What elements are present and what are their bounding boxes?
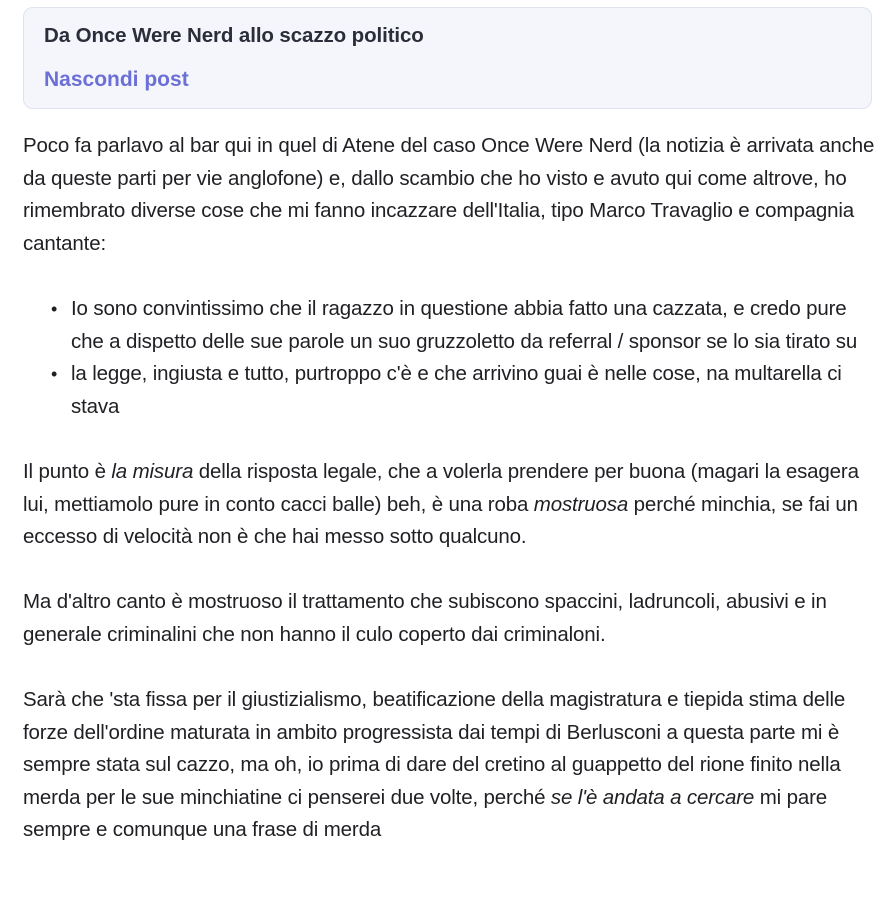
- p4-emphasis: se l'è andata a cercare: [550, 785, 755, 809]
- paragraph-3: Ma d'altro canto è mostruoso il trattamento che subiscono spaccini, ladruncoli, abusivi e in generale criminalini che non hanno il culo coperto dai criminaloni.: [23, 590, 827, 646]
- paragraph-4: [23, 684, 881, 847]
- p2-text-a: Il punto è: [23, 459, 112, 483]
- paragraph-1: Poco fa parlavo al bar qui in quel di Atene del caso Once Were Nerd (la notizia è arrivata anche da queste parti per vie anglofone) e, dallo scambio che ho visto e avuto qui come altrove, ho rimembrato diverse cose che mi fanno incazzare dell'Italia, tipo Marco Travaglio e compagnia cantante:: [23, 134, 875, 255]
- list-item: [51, 358, 881, 423]
- p2-text-c: della risposta legale, che a volerla prendere per buona (magari la esagera lui, mettiamolo pure in conto cacci balle) beh, è una roba: [23, 459, 859, 516]
- bullet-icon: •: [51, 298, 58, 319]
- p4-text-a: Sarà che 'sta fissa per il giustizialismo, beatificazione della magistratura e tiepida stima delle forze dell'ordine maturata in ambito progressista dai tempi di Berlusconi a questa parte mi è sempre stata sul cazzo, ma oh, io prima di dare del cretino al guappetto del rione finito nella merda per le sue minchiatine ci penserei due volte, perché: [23, 688, 846, 809]
- p2-emphasis-mostruosa: mostruosa: [533, 492, 629, 516]
- p4-text-c: mi pare sempre e comunque una frase di merda: [23, 785, 828, 842]
- hide-post-link[interactable]: Nascondi post: [44, 68, 189, 91]
- list-item: [51, 293, 881, 358]
- bullet-icon: •: [51, 364, 58, 385]
- p2-emphasis-misura: la misura: [111, 459, 194, 483]
- paragraph-2: [23, 456, 881, 554]
- list-item-text: Io sono convintissimo che il ragazzo in questione abbia fatto una cazzata, e credo pure che a dispetto delle sue parole un suo gruzzoletto da referral / sponsor se lo sia tirato su: [71, 296, 858, 353]
- post-title: Da Once Were Nerd allo scazzo politico: [44, 24, 424, 47]
- p2-text-e: perché minchia, se fai un eccesso di velocità non è che hai messo sotto qualcuno.: [23, 492, 858, 549]
- bullet-list: [23, 293, 881, 423]
- post-body: [23, 130, 881, 880]
- list-item-text: la legge, ingiusta e tutto, purtroppo c'è e che arrivino guai è nelle cose, na multarella ci stava: [71, 362, 842, 418]
- post-header-card: [23, 7, 872, 109]
